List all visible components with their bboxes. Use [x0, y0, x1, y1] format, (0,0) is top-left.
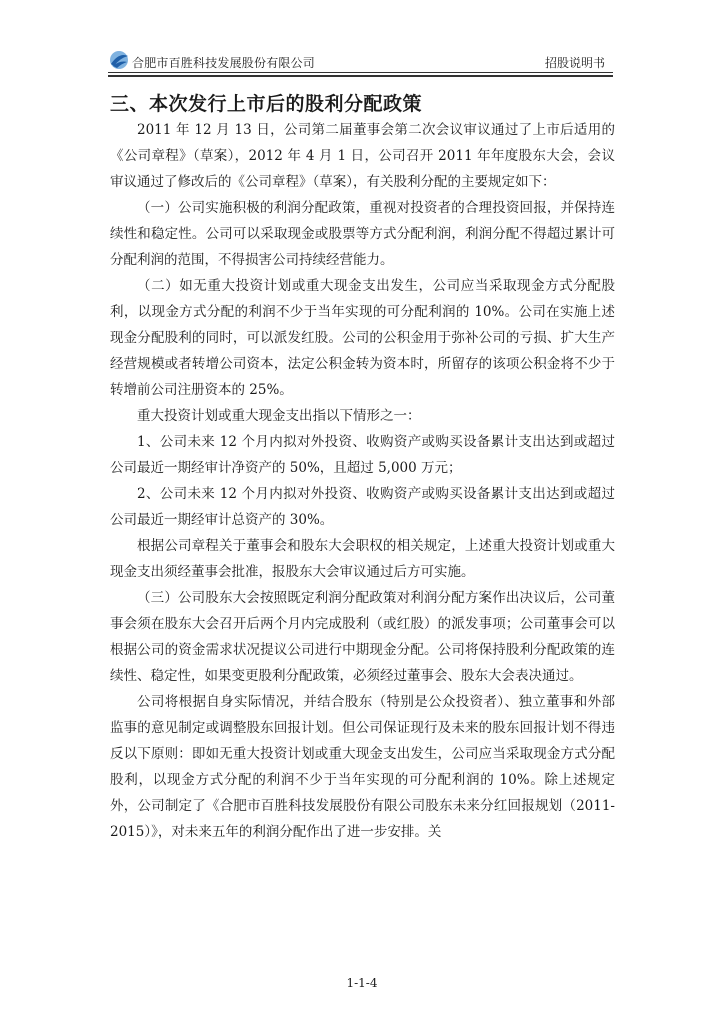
paragraph: 根据公司章程关于董事会和股东大会职权的相关规定，上述重大投资计划或重大现金支出须经董事会批准，报股东大会审议通过后方可实施。 [110, 538, 615, 580]
page-number: 1-1-4 [346, 976, 378, 990]
paragraph: 2、公司未来 12 个月内拟对外投资、收购资产或购买设备累计支出达到或超过公司最近一期经审计总资产的 30%。 [110, 486, 615, 528]
paragraph: （三）公司股东大会按照既定利润分配政策对利润分配方案作出决议后，公司董事会须在股东大会召开后两个月内完成股利（或红股）的派发事项；公司董事会可以根据公司的资金需求状况提议公司进行中期现金分配。公司将保持股利分配政策的连续性、稳定性，如果变更股利分配政策，必须经过董事会、股东大会表决通过。 [110, 590, 615, 684]
paragraph: 1、公司未来 12 个月内拟对外投资、收购资产或购买设备累计支出达到或超过公司最近一期经审计净资产的 50%，且超过 5,000 万元； [110, 434, 615, 476]
header-rule-thick [108, 75, 613, 77]
paragraph: （一）公司实施积极的利润分配政策，重视对投资者的合理投资回报，并保持连续性和稳定性。公司可以采取现金或股票等方式分配利润，利润分配不得超过累计可分配利润的范围，不得损害公司持续经营能力。 [110, 200, 615, 268]
page-header [108, 50, 613, 78]
paragraph: 2011 年 12 月 13 日，公司第二届董事会第二次会议审议通过了上市后适用的《公司章程》（草案），2012 年 4 月 1 日，公司召开 2011 年年度股东大会，会议审议通过了修改后的《公司章程》（草案），有关股利分配的主要规定如下： [110, 122, 615, 190]
section-title: 三、本次发行上市后的股利分配政策 [110, 93, 423, 115]
paragraph: 重大投资计划或重大现金支出指以下情形之一： [137, 408, 421, 424]
document-type: 招股说明书 [544, 56, 605, 70]
paragraph: 公司将根据自身实际情况，并结合股东（特别是公众投资者）、独立董事和外部监事的意见制定或调整股东回报计划。但公司保证现行及未来的股东回报计划不得违反以下原则：即如无重大投资计划或重大现金支出发生，公司应当采取现金方式分配股利，以现金方式分配的利润不少于当年实现的可分配利润的 10%。除上述规定外，公司制定了《合肥市百胜科技发展股份有限公司股东未来分红回报规划（2011-2015）》，对未来五年的利润分配作出了进一步安排。关 [110, 694, 615, 840]
paragraph: （二）如无重大投资计划或重大现金支出发生，公司应当采取现金方式分配股利，以现金方式分配的利润不少于当年实现的可分配利润的 10%。公司在实施上述现金分配股利的同时，可以派发红股。公司的公积金用于弥补公司的亏损、扩大生产经营规模或者转增公司资本，法定公积金转为资本时，所留存的该项公积金将不少于转增前公司注册资本的 25%。 [110, 278, 615, 398]
header-rule-thin [108, 72, 613, 73]
company-logo [108, 50, 130, 70]
company-name: 合肥市百胜科技发展股份有限公司 [132, 56, 316, 70]
body-text [110, 117, 615, 845]
